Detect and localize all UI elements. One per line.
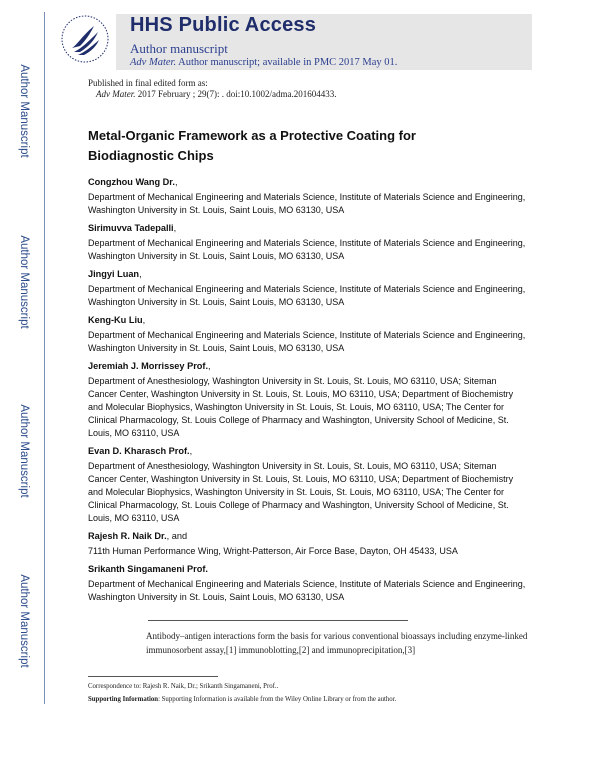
author-affiliation: 711th Human Performance Wing, Wright-Patterson, Air Force Base, Dayton, OH 45433, USA <box>88 546 458 556</box>
author-name: Jeremiah J. Morrissey Prof. <box>88 361 209 371</box>
margin-label-2: Author Manuscript <box>18 235 30 329</box>
author-name: Keng-Ku Liu <box>88 315 143 325</box>
abstract-text: Antibody–antigen interactions form the basis for various conventional bioassays including enzyme-linked immunosorbent assay,[1] immunoblotting,[2] and immunoprecipitation,[3] <box>146 631 528 655</box>
supporting-info-note: Supporting Information: Supporting Information is available from the Wiley Online Library or from the author. <box>88 696 397 703</box>
author-name: Jingyi Luan <box>88 269 140 279</box>
correspondence-note: Correspondence to: Rajesh R. Naik, Dr.; Srikanth Singamaneni, Prof.. <box>88 683 279 690</box>
footnote-divider <box>88 676 218 677</box>
author-affiliation: Department of Mechanical Engineering and Materials Science, Institute of Materials Science and Engineering, Washington University in St. Louis, Saint Louis, MO 63130, USA <box>88 330 526 353</box>
author-entry: Rajesh R. Naik Dr., and 711th Human Performance Wing, Wright-Patterson, Air Force Base, Dayton, OH 45433, USA <box>88 530 528 558</box>
author-name: Evan D. Kharasch Prof. <box>88 446 190 456</box>
author-entry: Congzhou Wang Dr., Department of Mechanical Engineering and Materials Science, Institute of Materials Science and Engineering, Washington University in St. Louis, Saint Louis, MO 63130, USA <box>88 176 528 217</box>
manuscript-label: Author manuscript <box>130 41 228 56</box>
hhs-title: HHS Public Access <box>130 14 317 36</box>
author-entry: Keng-Ku Liu, Department of Mechanical Engineering and Materials Science, Institute of Materials Science and Engineering, Washington University in St. Louis, Saint Louis, MO 63130, USA <box>88 314 528 355</box>
author-affiliation: Department of Mechanical Engineering and Materials Science, Institute of Materials Science and Engineering, Washington University in St. Louis, Saint Louis, MO 63130, USA <box>88 579 526 602</box>
availability-line: Adv Mater. Author manuscript; available in PMC 2017 May 01. <box>130 57 398 68</box>
author-affiliation: Department of Anesthesiology, Washington University in St. Louis, St. Louis, MO 63110, USA; Siteman Cancer Center, Washington University in St. Louis, St. Louis, MO 63110, USA; Department of Biochemistry and Molecular Biophysics, Washington University in St. Louis, St. Louis, MO 63110, USA; The Center for Clinical Pharmacology, St. Louis College of Pharmacy and Washington, University School of Medicine, St. Louis, MO 63110, USA <box>88 461 514 523</box>
author-name: Congzhou Wang Dr. <box>88 177 175 187</box>
margin-label-3: Author Manuscript <box>18 404 30 498</box>
author-affiliation: Department of Anesthesiology, Washington University in St. Louis, St. Louis, MO 63110, USA; Siteman Cancer Center, Washington University in St. Louis, St. Louis, MO 63110, USA; Department of Biochemistry and Molecular Biophysics, Washington University in St. Louis, St. Louis, MO 63110, USA; The Center for Clinical Pharmacology, St. Louis College of Pharmacy and Washington, University School of Medicine, St. Louis, MO 63110, USA <box>88 376 514 438</box>
margin-label-1: Author Manuscript <box>18 64 30 158</box>
author-name: Rajesh R. Naik Dr. <box>88 531 167 541</box>
author-entry: Evan D. Kharasch Prof., Department of Anesthesiology, Washington University in St. Louis, St. Louis, MO 63110, USA; Siteman Cancer Center, Washington University in St. Louis, St. Louis, MO 63110, USA; Department of Biochemistry and Molecular Biophysics, Washington University in St. Louis, St. Louis, MO 63110, USA; The Center for Clinical Pharmacology, St. Louis College of Pharmacy and Washington, University School of Medicine, St. Louis, MO 63110, USA <box>88 445 528 525</box>
author-affiliation: Department of Mechanical Engineering and Materials Science, Institute of Materials Science and Engineering, Washington University in St. Louis, Saint Louis, MO 63130, USA <box>88 192 526 215</box>
margin-label-4: Author Manuscript <box>18 574 30 668</box>
author-entry: Sirimuvva Tadepalli, Department of Mechanical Engineering and Materials Science, Institute of Materials Science and Engineering, Washington University in St. Louis, Saint Louis, MO 63130, USA <box>88 222 528 263</box>
author-affiliation: Department of Mechanical Engineering and Materials Science, Institute of Materials Science and Engineering, Washington University in St. Louis, Saint Louis, MO 63130, USA <box>88 284 526 307</box>
author-name: Srikanth Singamaneni Prof. <box>88 564 208 574</box>
author-affiliation: Department of Mechanical Engineering and Materials Science, Institute of Materials Science and Engineering, Washington University in St. Louis, Saint Louis, MO 63130, USA <box>88 238 526 261</box>
citation: Adv Mater. 2017 February ; 29(7): . doi:10.1002/adma.201604433. <box>96 89 337 99</box>
author-entry <box>88 563 528 604</box>
author-name: Sirimuvva Tadepalli <box>88 223 174 233</box>
margin-rule <box>44 12 45 704</box>
abstract-divider <box>148 620 408 621</box>
article-title: Metal-Organic Framework as a Protective Coating for Biodiagnostic Chips <box>88 128 416 163</box>
author-entry: Jeremiah J. Morrissey Prof., Department of Anesthesiology, Washington University in St. Louis, St. Louis, MO 63110, USA; Siteman Cancer Center, Washington University in St. Louis, St. Louis, MO 63110, USA; Department of Biochemistry and Molecular Biophysics, Washington University in St. Louis, St. Louis, MO 63110, USA; The Center for Clinical Pharmacology, St. Louis College of Pharmacy and Washington, University School of Medicine, St. Louis, MO 63110, USA <box>88 360 528 440</box>
author-list <box>88 176 528 609</box>
hhs-eagle-logo <box>60 14 110 64</box>
author-entry: Jingyi Luan, Department of Mechanical Engineering and Materials Science, Institute of Materials Science and Engineering, Washington University in St. Louis, Saint Louis, MO 63130, USA <box>88 268 528 309</box>
published-note: Published in final edited form as: <box>88 78 208 88</box>
